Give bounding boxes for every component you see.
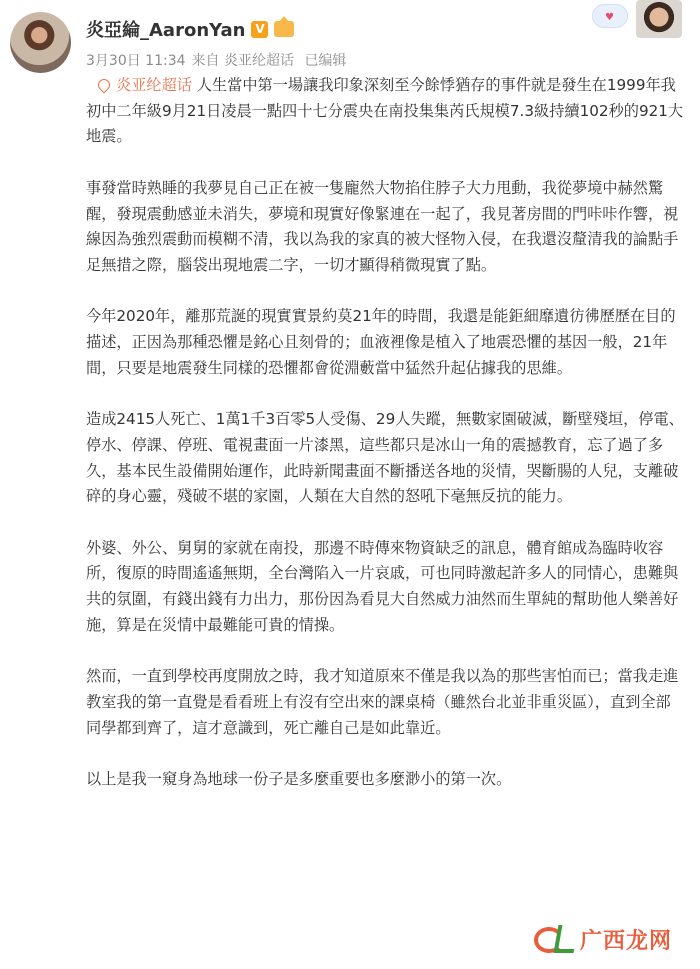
super-topic-icon [96,77,113,94]
author-header [86,16,294,42]
edited-label: 已编辑 [304,53,347,69]
verified-badge-icon: V [251,21,268,38]
post-time[interactable]: 3月30日 11:34 [86,53,186,69]
post-paragraph: 造成2415人死亡、1萬1千3百零5人受傷、29人失蹤，無數家園破滅，斷壁殘垣，停電、停水、停課、停班、電視畫面一片漆黑，這些都只是冰山一角的震撼教育，忘了過了多久，基本民生設備開始運作，此時新聞畫面不斷播送各地的災情，哭斷腸的人兒，支離破碎的身心靈，殘破不堪的家園，人類在大自然的怒吼下毫無反抗的能力。 [86,410,684,506]
post-paragraph: 今年2020年，離那荒誕的現實實景約莫21年的時間，我還是能鉅細靡遺彷彿歷歷在目的描述，正因為那種恐懼是銘心且刻骨的；血液裡像是植入了地震恐懼的基因一般，21年間，只要是地震發生同樣的恐懼都會從淵藪當中猛然升起佔據我的思維。 [86,307,676,377]
post-meta [86,50,352,70]
cloud-icon: ♥ [592,4,628,28]
watermark [534,924,672,955]
post-paragraph: 以上是我一窺身為地球一份子是多麼重要也多麼渺小的第一次。 [86,769,512,788]
watermark-text: 广西龙网 [579,929,672,954]
super-topic-link[interactable]: 炎亚纶超话 [116,76,192,94]
post-body [86,73,684,818]
crown-icon [274,21,294,37]
header-decoration [592,0,690,40]
post-paragraph: 外婆、外公、舅舅的家就在南投，那邊不時傳來物資缺乏的訊息，體育館成為臨時收容所，復原的時間遙遙無期，全台灣陷入一片哀戚，可也同時激起許多人的同情心，患難與共的氛圍，有錢出錢有力出力，那份因為看見大自然威力油然而生單純的幫助他人樂善好施，算是在災情中最難能可貴的情操。 [86,538,679,634]
profile-photo-decoration [636,0,682,38]
post-paragraph: 然而，一直到學校再度開放之時，我才知道原來不僅是我以為的那些害怕而已；當我走進教室我的第一直覺是看看班上有沒有空出來的課桌椅（雖然台北並非重災區），直到全部同學都到齊了，這才意識到，死亡離自己是如此靠近。 [86,667,679,737]
post-paragraph: 炎亚纶超话 人生當中第一場讓我印象深刻至今餘悸猶存的事件就是發生在1999年我初中二年級9月21日凌晨一點四十七分震央在南投集集芮氏規模7.3級持續102秒的921大地震。 [86,76,684,146]
avatar[interactable] [10,12,71,73]
source-prefix: 来自 [191,53,220,69]
watermark-logo-icon [534,925,578,955]
post-paragraph: 事發當時熟睡的我夢見自己正在被一隻龐然大物掐住脖子大力甩動，我從夢境中赫然驚醒，發現震動感並未消失，夢境和現實好像緊連在一起了，我見著房間的門咔咔作響，視線因為強烈震動而模糊不清，我以為我的家真的被大怪物入侵，在我還沒釐清我的論點手足無措之際，腦袋出現地震二字，一切才顯得稍微現實了點。 [86,178,679,274]
author-name[interactable]: 炎亞綸_AaronYan [86,20,246,41]
post-source[interactable]: 炎亚纶超话 [223,53,294,69]
